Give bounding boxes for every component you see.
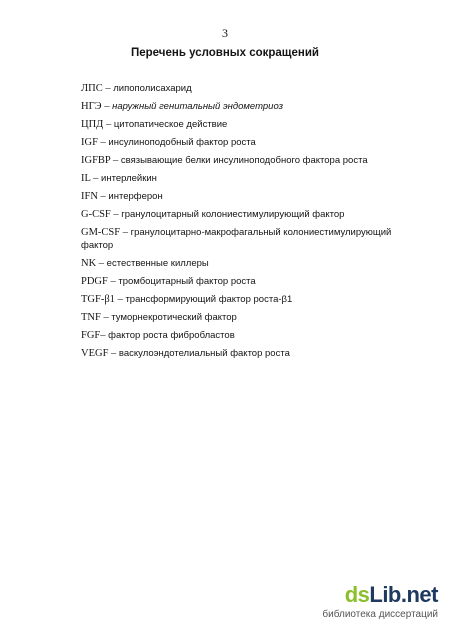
abbreviation-term: ЦПД — [81, 119, 104, 130]
abbreviation-item — [81, 172, 411, 185]
abbreviation-term: IGFBP — [81, 155, 111, 166]
abbreviation-definition: трансформирующий фактор роста-β1 — [125, 294, 293, 305]
abbreviation-term: FGF — [81, 330, 101, 341]
abbreviation-definition: тромбоцитарный фактор роста — [118, 276, 256, 287]
abbreviation-term: TNF — [81, 312, 101, 323]
page-number: 3 — [222, 26, 228, 40]
abbreviation-term: IGF — [81, 137, 98, 148]
abbreviation-item — [81, 136, 411, 149]
watermark — [322, 582, 442, 626]
abbreviation-definition: туморнекротический фактор — [111, 312, 237, 323]
abbreviation-definition: гранулоцитарный колониестимулирующий фактор — [121, 209, 345, 220]
abbreviation-definition: интерферон — [108, 191, 163, 202]
watermark-subtitle: библиотека диссертаций — [322, 609, 438, 620]
abbreviation-item — [81, 82, 411, 95]
logo-net: .net — [400, 582, 438, 607]
abbreviation-definition: липополисахарид — [113, 83, 192, 94]
abbreviation-definition: гранулоцитарно-макрофагальный колониестимулирующий фактор — [81, 227, 392, 251]
abbreviation-item — [81, 100, 411, 113]
abbreviation-definition: фактор роста фибробластов — [108, 330, 235, 341]
abbreviation-dash: – — [110, 209, 122, 220]
abbreviation-definition: наружный генитальный эндометриоз — [112, 101, 284, 112]
logo-lib: Lib — [369, 582, 401, 607]
abbreviation-item — [81, 190, 411, 203]
abbreviation-item — [81, 347, 411, 360]
abbreviation-term: IFN — [81, 191, 98, 202]
abbreviation-list — [81, 82, 411, 365]
abbreviation-term: ЛПС — [81, 83, 103, 94]
abbreviation-dash: – — [90, 173, 102, 184]
abbreviation-term: IL — [81, 173, 91, 184]
abbreviation-dash: – — [96, 258, 107, 269]
abbreviation-definition: связывающие белки инсулиноподобного фактора роста — [120, 155, 368, 166]
abbreviation-item — [81, 311, 411, 324]
abbreviation-dash: – — [103, 119, 114, 130]
abbreviation-item — [81, 257, 411, 270]
abbreviation-dash: – — [120, 227, 131, 238]
abbreviation-item — [81, 226, 411, 252]
abbreviation-dash: – — [114, 294, 126, 305]
abbreviation-item — [81, 275, 411, 288]
abbreviation-dash: – — [110, 155, 121, 166]
abbreviation-term: G-CSF — [81, 209, 111, 220]
abbreviation-dash: – — [102, 83, 114, 94]
abbreviation-item — [81, 208, 411, 221]
abbreviation-definition: естественные киллеры — [106, 258, 209, 269]
abbreviation-term: НГЭ — [81, 101, 102, 112]
logo-ds: ds — [344, 582, 370, 607]
page-title: Перечень условных сокращений — [131, 47, 319, 59]
abbreviation-definition: цитопатическое действие — [113, 119, 228, 130]
abbreviation-dash: – — [97, 191, 109, 202]
abbreviation-item — [81, 154, 411, 167]
abbreviation-dash: – — [100, 312, 112, 323]
abbreviation-definition: васкулоэндотелиальный фактор роста — [118, 348, 290, 359]
abbreviation-term: NK — [81, 258, 97, 269]
abbreviation-item — [81, 329, 411, 342]
abbreviation-term: PDGF — [81, 276, 108, 287]
abbreviation-definition: интерлейкин — [101, 173, 157, 184]
abbreviation-term: GM-CSF — [81, 227, 121, 238]
abbreviation-term: VEGF — [81, 348, 109, 359]
abbreviation-dash: – — [101, 101, 113, 112]
abbreviation-dash: – — [97, 137, 109, 148]
abbreviation-definition: инсулиноподобный фактор роста — [108, 137, 256, 148]
abbreviation-item — [81, 118, 411, 131]
abbreviation-item — [81, 293, 411, 306]
abbreviation-dash: – — [100, 330, 109, 341]
abbreviation-dash: – — [107, 276, 119, 287]
watermark-logo — [345, 582, 438, 608]
abbreviation-dash: – — [108, 348, 119, 359]
abbreviation-term: TGF-β1 — [81, 294, 115, 305]
